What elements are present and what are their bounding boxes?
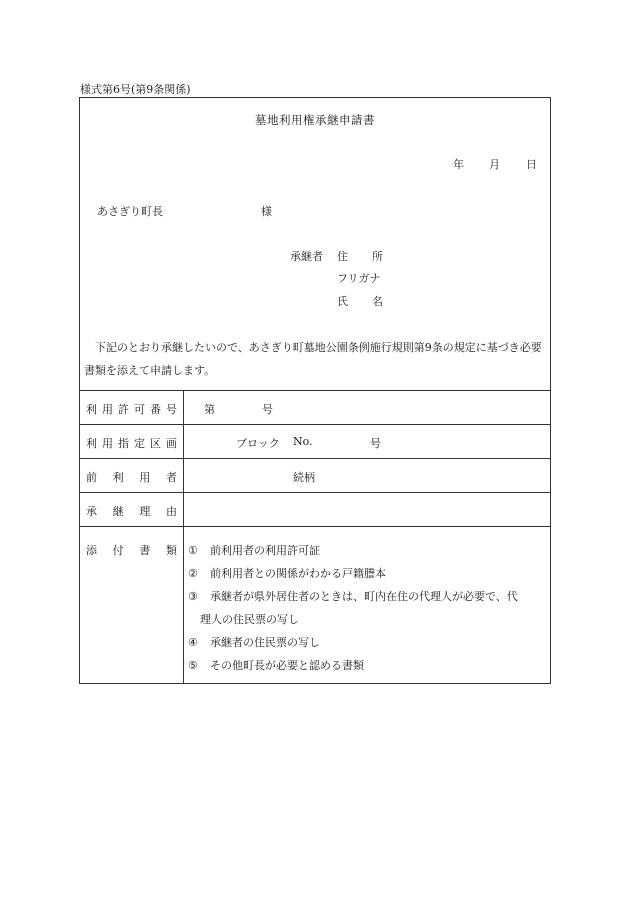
- attachments-list: [188, 539, 544, 677]
- permit-number-label: 利 用 許 可 番 号: [80, 391, 184, 424]
- date-year-label: 年: [453, 158, 464, 171]
- honorific: 様: [261, 205, 272, 218]
- furigana-label: フリガナ: [337, 272, 381, 285]
- permit-number-prefix: 第: [204, 403, 215, 416]
- plot-block-label: ブロック: [236, 437, 280, 450]
- form-number: 様式第6号(第9条関係): [80, 83, 191, 96]
- name-label: 氏 名: [337, 295, 383, 308]
- permit-number-suffix: 号: [262, 403, 273, 416]
- reason-label: 承 継 理 由: [80, 493, 184, 526]
- attachment-item-continuation: 理人の住民票の写し: [200, 613, 299, 626]
- attachment-item: ④ 承継者の住民票の写し: [188, 636, 320, 649]
- addressee: あさぎり町長: [97, 205, 163, 218]
- designated-plot-label: 利 用 指 定 区 画: [80, 425, 184, 458]
- date-month-label: 月: [489, 158, 500, 171]
- plot-no-label: No.: [293, 435, 313, 448]
- attachments-label: 添 付 書 類: [80, 527, 184, 683]
- previous-user-label: 前 利 用 者: [80, 459, 184, 492]
- attachment-item: ③ 承継者が県外居住者のときは、町内在住の代理人が必要で、代: [188, 590, 518, 603]
- attachment-item: ⑤ その他町長が必要と認める書類: [188, 659, 364, 672]
- designated-plot-row: [80, 424, 550, 458]
- form-title: 墓地利用権承継申請書: [255, 113, 375, 127]
- permit-number-row: [80, 390, 550, 424]
- attachment-item: ② 前利用者との関係がわかる戸籍謄本: [188, 567, 386, 580]
- attachment-item: ① 前利用者の利用許可証: [188, 544, 320, 557]
- address-label: 住 所: [337, 250, 383, 263]
- successor-label: 承継者: [290, 250, 323, 263]
- date-day-label: 日: [526, 158, 537, 171]
- application-form: [79, 97, 551, 684]
- plot-number-suffix: 号: [370, 437, 381, 450]
- attachments-row: [80, 526, 550, 683]
- reason-row: [80, 492, 550, 526]
- previous-user-row: [80, 458, 550, 492]
- relationship-label: 続柄: [293, 471, 315, 484]
- application-statement: 下記のとおり承継したいので、あさぎり町墓地公園条例施行規則第9条の規定に基づき必要書類を添えて申請します。: [84, 341, 542, 377]
